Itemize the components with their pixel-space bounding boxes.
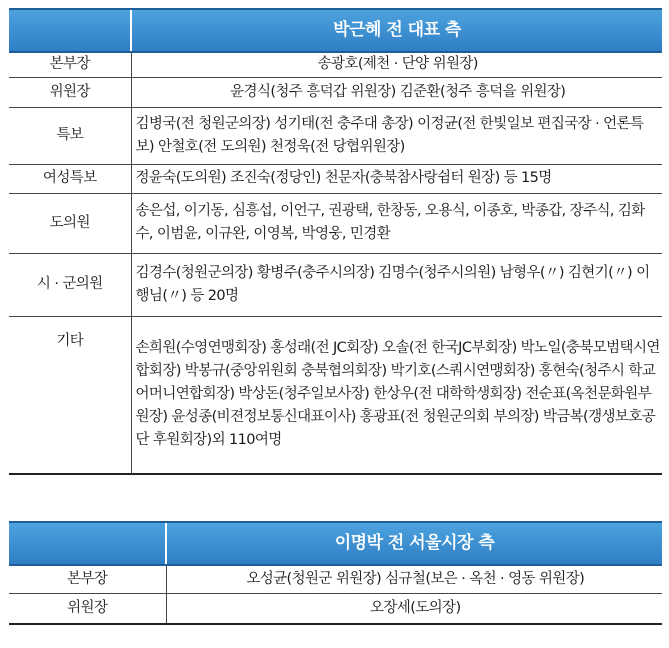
table-row [9,193,662,253]
row-value: 송광호(제천 · 단양 위원장) [131,52,662,77]
table-row [9,316,662,474]
row-label: 위원장 [9,593,166,624]
table-row [9,593,662,624]
row-label: 시 · 군의원 [9,253,131,316]
row-value: 정윤숙(도의원) 조진숙(정당인) 천문자(충북참사랑쉼터 원장) 등 15명 [131,164,662,193]
row-value: 오장세(도의장) [166,593,662,624]
table-row [9,565,662,593]
row-value: 송은섭, 이기동, 심흥섭, 이언구, 권광택, 한창동, 오용식, 이종호, 박종갑, 장주식, 김화수, 이범윤, 이규완, 이영복, 박영웅, 민경환 [131,193,662,253]
row-value: 김경수(청원군의장) 황병주(충주시의장) 김명수(청주시의원) 남형우(〃) 김현기(〃) 이행님(〃) 등 20명 [131,253,662,316]
table-row [9,253,662,316]
row-value: 손희원(수영연맹회장) 홍성래(전 JC회장) 오솔(전 한국JC부회장) 박노일(충북모범택시연합회장) 박봉규(중앙위원회 충북협의회장) 박기호(스쿼시연맹회장) 홍현숙(청주시 학교어머니연합회장) 박상돈(청주일보사장) 한상우(전 대학학생회장) 전순표(옥천문화원부원장) 윤성종(비젼정보통신대표이사) 홍광표(전 청원군의회 부의장) 박금복(갱생보호공단 후원회장)외 110여명 [131,316,662,474]
table-title: 이명박 전 서울시장 측 [166,522,662,565]
row-label: 본부장 [9,52,131,77]
header-spacer [9,9,131,52]
row-label: 도의원 [9,193,131,253]
table-header [9,522,662,565]
table-row [9,77,662,107]
row-label: 본부장 [9,565,166,593]
header-spacer [9,522,166,565]
row-value: 윤경식(청주 흥덕갑 위원장) 김준환(청주 흥덕을 위원장) [131,77,662,107]
park-camp-table [9,8,662,475]
row-label: 특보 [9,107,131,164]
row-value: 김병국(전 청원군의장) 성기태(전 충주대 총장) 이정균(전 한빛일보 편집국장 · 언론특보) 안철호(전 도의원) 천정욱(전 당협위원장) [131,107,662,164]
table-row [9,107,662,164]
row-label: 기타 [9,316,131,474]
table-row [9,52,662,77]
row-value: 오성균(청원군 위원장) 심규철(보은 · 옥천 · 영동 위원장) [166,565,662,593]
table-header [9,9,662,52]
table-title: 박근혜 전 대표 측 [131,9,662,52]
row-label: 여성특보 [9,164,131,193]
lee-camp-table [9,521,662,625]
row-label: 위원장 [9,77,131,107]
table-row [9,164,662,193]
